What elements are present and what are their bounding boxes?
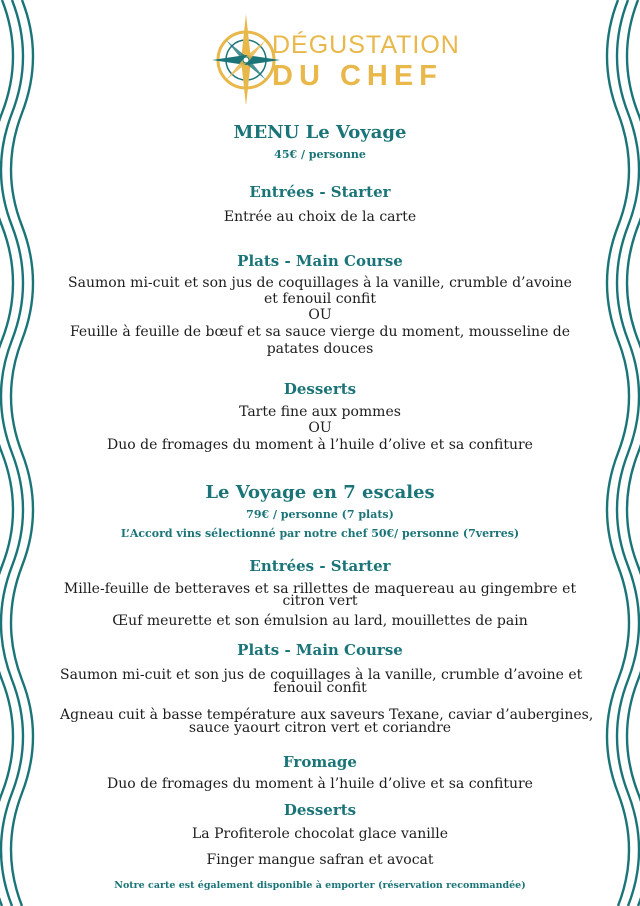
menu2-dessert-item2: Finger mangue safran et avocat (206, 852, 434, 868)
menu2-cheese-item: Duo de fromages du moment à l’huile d’olive et sa confiture (107, 776, 533, 792)
menu1-or-2: OU (308, 420, 332, 436)
left-wave-border (0, 0, 40, 906)
menu2-price: 79€ / personne (7 plats) (246, 508, 394, 521)
menu2-wine-pairing: L’Accord vins sélectionné par notre chef 50€/ personne (7verres) (120, 527, 520, 540)
takeaway-note: Notre carte est également disponible à emporter (réservation recommandée) (114, 880, 526, 891)
menu1-or-1: OU (308, 307, 332, 323)
menu1-main-item2-line2: patates douces (266, 341, 374, 357)
menu2-main-item1-line1: Saumon mi-cuit et son jus de coquillages à la vanille, crumble d’avoine et (60, 667, 583, 683)
menu2-main-item2-line2: sauce yaourt citron vert et coriandre (188, 720, 452, 736)
menu1-starter-heading: Entrées - Starter (249, 183, 391, 201)
menu1-main-item1-line2: et fenouil confit (264, 291, 376, 307)
menu1-dessert-item1: Tarte fine aux pommes (239, 404, 401, 420)
menu2-main-heading: Plats - Main Course (237, 641, 403, 659)
menu1-dessert-heading: Desserts (283, 380, 357, 398)
brand-wordmark (272, 30, 460, 92)
menu2-starter-heading: Entrées - Starter (249, 557, 391, 575)
brand-line1: DÉGUSTATION (272, 31, 460, 59)
menu2-dessert-item1: La Profiterole chocolat glace vanille (191, 826, 449, 842)
menu1-price: 45€ / personne (274, 148, 366, 161)
menu2-title: Le Voyage en 7 escales (205, 482, 435, 503)
menu1-starter-item: Entrée au choix de la carte (223, 209, 417, 225)
menu2-starter-item1-line1: Mille-feuille de betteraves et sa rillettes de maquereau au gingembre et (63, 581, 577, 597)
menu2-starter-item1-line2: citron vert (282, 593, 358, 609)
right-wave-border (600, 0, 640, 906)
menu1-main-heading: Plats - Main Course (237, 252, 403, 270)
menu1-main-item2-line1: Feuille à feuille de bœuf et sa sauce vierge du moment, mousseline de (69, 324, 571, 340)
menu1-title: MENU Le Voyage (233, 122, 407, 143)
brand-line2: DU CHEF (272, 60, 443, 92)
menu2-cheese-heading: Fromage (283, 753, 357, 771)
menu2-starter-item2: Œuf meurette et son émulsion au lard, mouillettes de pain (112, 613, 528, 629)
menu2-dessert-heading: Desserts (283, 801, 357, 819)
menu1-main-item1-line1: Saumon mi-cuit et son jus de coquillages à la vanille, crumble d’avoine (68, 275, 572, 291)
menu2-main-item1-line2: fenouil confit (273, 680, 367, 696)
menu1-dessert-item2: Duo de fromages du moment à l’huile d’olive et sa confiture (107, 437, 533, 453)
menu2-main-item2-line1: Agneau cuit à basse température aux saveurs Texane, caviar d’aubergines, (60, 707, 594, 723)
